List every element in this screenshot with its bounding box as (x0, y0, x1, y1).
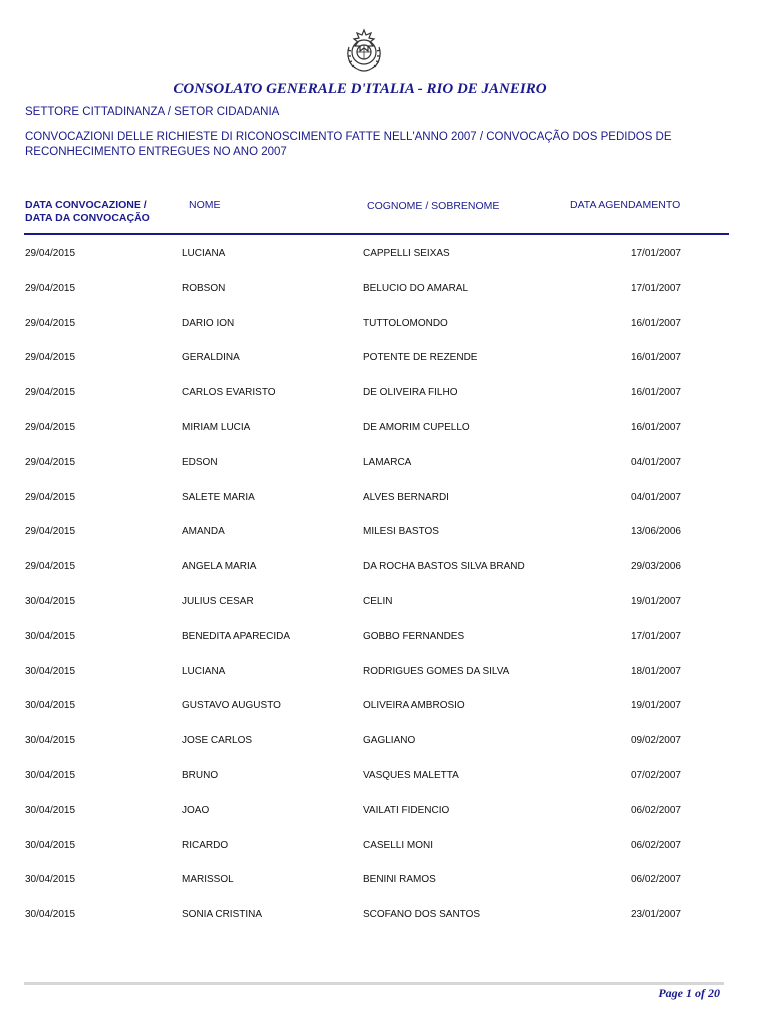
row-surname: DA ROCHA BASTOS SILVA BRAND (363, 561, 525, 573)
row-appointment-date: 17/01/2007 (630, 248, 681, 259)
table-row (0, 422, 770, 438)
row-convocation-date: 30/04/2015 (25, 596, 76, 607)
table-row (0, 283, 770, 299)
row-appointment-date: 13/06/2006 (630, 526, 681, 538)
row-name: DARIO ION (182, 317, 235, 329)
row-appointment-date: 17/01/2007 (630, 282, 681, 294)
table-row (0, 352, 770, 368)
row-surname: GAGLIANO (363, 735, 416, 747)
sector-label: SETTORE CITTADINANZA / SETOR CIDADANIA (25, 106, 280, 118)
row-convocation-date: 30/04/2015 (25, 804, 76, 816)
row-appointment-date: 06/02/2007 (630, 804, 681, 816)
row-surname: DE AMORIM CUPELLO (363, 422, 470, 433)
row-convocation-date: 30/04/2015 (25, 770, 76, 781)
row-surname: MILESI BASTOS (363, 526, 439, 538)
table-row (0, 666, 770, 682)
row-surname: CELIN (363, 596, 393, 607)
row-surname: OLIVEIRA AMBROSIO (363, 700, 465, 712)
row-appointment-date: 17/01/2007 (630, 630, 681, 642)
row-name: EDSON (182, 456, 218, 468)
table-row (0, 492, 770, 508)
row-convocation-date: 30/04/2015 (25, 630, 76, 642)
row-surname: BENINI RAMOS (363, 874, 436, 886)
row-name: MIRIAM LUCIA (182, 422, 251, 433)
column-header-surname: COGNOME / SOBRENOME (367, 200, 500, 212)
row-surname: GOBBO FERNANDES (363, 630, 465, 642)
row-surname: POTENTE DE REZENDE (363, 352, 478, 364)
table-row (0, 457, 770, 473)
row-convocation-date: 30/04/2015 (25, 665, 76, 677)
row-convocation-date: 29/04/2015 (25, 422, 76, 433)
row-appointment-date: 09/02/2007 (630, 735, 681, 747)
row-name: MARISSOL (182, 874, 234, 886)
header-divider (24, 233, 729, 235)
row-convocation-date: 29/04/2015 (25, 248, 76, 259)
table-row (0, 700, 770, 716)
row-name: LUCIANA (182, 665, 226, 677)
row-appointment-date: 19/01/2007 (630, 596, 681, 607)
row-appointment-date: 06/02/2007 (630, 839, 681, 851)
row-surname: DE OLIVEIRA FILHO (363, 387, 458, 399)
table-row (0, 735, 770, 751)
row-convocation-date: 29/04/2015 (25, 561, 76, 573)
row-name: ROBSON (182, 282, 226, 294)
row-name: BENEDITA APARECIDA (182, 630, 290, 642)
row-appointment-date: 16/01/2007 (630, 387, 681, 399)
row-convocation-date: 29/04/2015 (25, 352, 76, 364)
row-appointment-date: 29/03/2006 (630, 561, 681, 573)
row-name: BRUNO (182, 770, 219, 781)
row-appointment-date: 07/02/2007 (630, 770, 681, 781)
table-row (0, 909, 770, 925)
row-surname: BELUCIO DO AMARAL (363, 282, 469, 294)
row-name: SONIA CRISTINA (182, 909, 263, 921)
row-surname: TUTTOLOMONDO (363, 317, 448, 329)
table-row (0, 387, 770, 403)
row-convocation-date: 29/04/2015 (25, 282, 76, 294)
row-surname: RODRIGUES GOMES DA SILVA (363, 665, 510, 677)
column-header-appointment-date: DATA AGENDAMENTO (570, 199, 681, 211)
row-name: RICARDO (182, 839, 229, 851)
table-row (0, 596, 770, 612)
row-name: JOSE CARLOS (182, 735, 253, 747)
row-surname: ALVES BERNARDI (363, 491, 449, 503)
column-header-date-line2: DATA DA CONVOCAÇÃO (25, 212, 150, 224)
row-surname: SCOFANO DOS SANTOS (363, 909, 481, 921)
row-surname: LAMARCA (363, 456, 412, 468)
row-convocation-date: 30/04/2015 (25, 735, 76, 747)
row-appointment-date: 18/01/2007 (630, 665, 681, 677)
italian-republic-emblem-icon (343, 27, 385, 73)
row-convocation-date: 30/04/2015 (25, 839, 76, 851)
row-name: JOAO (182, 804, 210, 816)
row-surname: VASQUES MALETTA (363, 770, 459, 781)
row-convocation-date: 29/04/2015 (25, 526, 76, 538)
row-name: GERALDINA (182, 352, 240, 364)
row-convocation-date: 29/04/2015 (25, 456, 76, 468)
table-row (0, 248, 770, 264)
row-appointment-date: 06/02/2007 (630, 874, 681, 886)
row-appointment-date: 04/01/2007 (630, 491, 681, 503)
row-appointment-date: 16/01/2007 (630, 422, 681, 433)
row-name: CARLOS EVARISTO (182, 387, 276, 399)
row-appointment-date: 04/01/2007 (630, 456, 681, 468)
row-name: SALETE MARIA (182, 491, 255, 503)
row-surname: VAILATI FIDENCIO (363, 804, 450, 816)
row-convocation-date: 29/04/2015 (25, 491, 76, 503)
table-row (0, 805, 770, 821)
row-appointment-date: 19/01/2007 (630, 700, 681, 712)
table-row (0, 840, 770, 856)
row-convocation-date: 30/04/2015 (25, 909, 76, 921)
convocation-description: CONVOCAZIONI DELLE RICHIESTE DI RICONOSCIMENTO FATTE NELL'ANNO 2007 / CONVOCAÇÃO DOS PEDIDOS DE RECONHECIMENTO ENTREGUES NO ANO 2007 (25, 131, 672, 158)
table-row (0, 631, 770, 647)
row-name: JULIUS CESAR (182, 596, 254, 607)
row-convocation-date: 30/04/2015 (25, 700, 76, 712)
row-name: LUCIANA (182, 248, 226, 259)
document-title: CONSOLATO GENERALE D'ITALIA - RIO DE JANEIRO (173, 81, 547, 97)
column-header-date-line1: DATA CONVOCAZIONE / (25, 199, 147, 211)
row-surname: CASELLI MONI (363, 839, 434, 851)
row-appointment-date: 16/01/2007 (630, 352, 681, 364)
row-convocation-date: 29/04/2015 (25, 387, 76, 399)
table-row (0, 874, 770, 890)
row-surname: CAPPELLI SEIXAS (363, 248, 450, 259)
table-row (0, 318, 770, 334)
row-appointment-date: 23/01/2007 (630, 909, 681, 921)
table-row (0, 561, 770, 577)
page-number: Page 1 of 20 (658, 986, 720, 1000)
footer-divider (24, 982, 724, 985)
row-name: AMANDA (182, 526, 225, 538)
row-name: GUSTAVO AUGUSTO (182, 700, 281, 712)
row-appointment-date: 16/01/2007 (630, 317, 681, 329)
table-row (0, 526, 770, 542)
row-name: ANGELA MARIA (182, 561, 257, 573)
column-header-convocation-date (25, 199, 150, 225)
table-row (0, 770, 770, 786)
row-convocation-date: 30/04/2015 (25, 874, 76, 886)
column-header-name: NOME (189, 199, 221, 211)
row-convocation-date: 29/04/2015 (25, 317, 76, 329)
